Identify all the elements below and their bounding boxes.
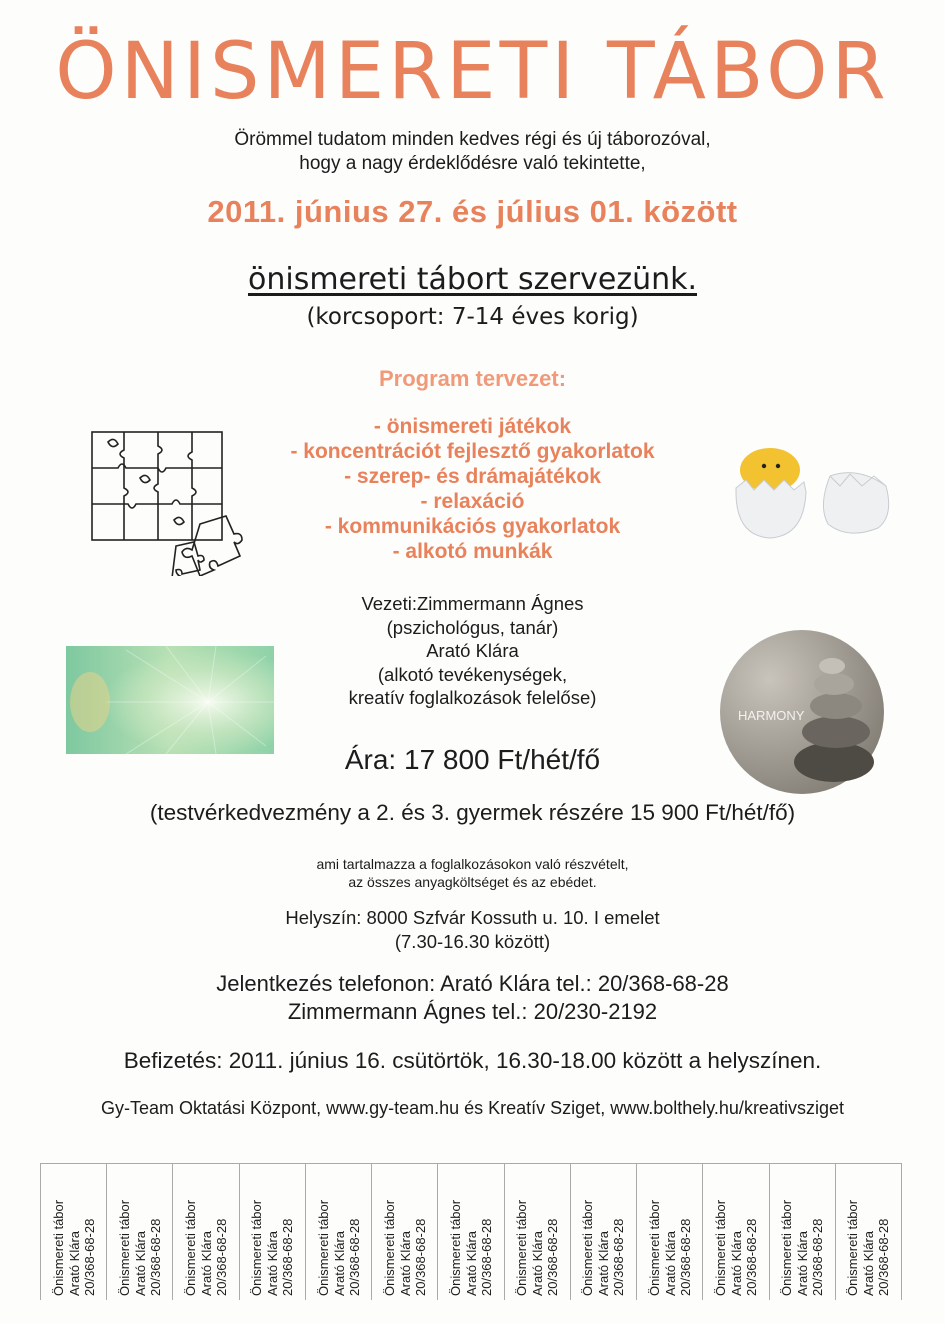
- tear-off-tab[interactable]: [702, 1164, 768, 1300]
- headline-text: önismereti tábort szervezünk.: [247, 262, 698, 297]
- tear-off-line1: Önismereti tábor: [514, 1199, 529, 1296]
- leaders-line: Vezeti:Zimmermann Ágnes: [361, 593, 584, 614]
- intro-line-2: hogy a nagy érdeklődésre való tekintette,: [299, 153, 646, 174]
- tear-off-line3: 20/368-68-28: [743, 1218, 759, 1296]
- program-item: - szerep- és drámajátékok: [344, 465, 601, 488]
- tear-off-tab[interactable]: [239, 1164, 305, 1300]
- tear-off-tab[interactable]: [769, 1164, 835, 1300]
- tear-off-text: [448, 1168, 495, 1296]
- includes-line: az összes anyagköltséget és az ebédet.: [348, 874, 597, 890]
- tear-off-tab[interactable]: [504, 1164, 570, 1300]
- tear-off-text: [249, 1168, 296, 1296]
- intro-line-1: Örömmel tudatom minden kedves régi és új táborozóval,: [234, 129, 711, 150]
- green-flower-image: [66, 646, 274, 754]
- tear-off-line1: Önismereti tábor: [447, 1199, 463, 1296]
- tear-off-tab[interactable]: [106, 1164, 172, 1300]
- program-item: - kommunikációs gyakorlatok: [324, 515, 621, 538]
- contact-line: Zimmermann Ágnes tel.: 20/230-2192: [287, 999, 658, 1024]
- tear-off-line3: 20/368-68-28: [346, 1218, 362, 1296]
- tear-off-text: [382, 1168, 429, 1296]
- program-title: Program tervezet:: [378, 366, 567, 391]
- contact-info: [0, 970, 945, 1026]
- tear-off-line2: Arató Klára: [595, 1230, 611, 1296]
- tear-off-line1: Önismereti tábor: [315, 1199, 331, 1296]
- headline: [0, 262, 945, 297]
- leaders-line: Arató Klára: [426, 640, 519, 661]
- chick-egg-illustration: [718, 436, 898, 546]
- puzzle-illustration: [88, 428, 258, 576]
- sibling-discount: (testvérkedvezmény a 2. és 3. gyermek részére 15 900 Ft/hét/fő): [149, 800, 796, 825]
- tear-off-line1: Önismereti tábor: [50, 1199, 66, 1296]
- intro-text: [0, 128, 945, 176]
- harmony-label: HARMONY: [738, 708, 805, 723]
- tear-off-line2: Arató Klára: [132, 1230, 148, 1296]
- tear-off-tab[interactable]: [570, 1164, 636, 1300]
- tear-off-line2: Arató Klára: [397, 1230, 413, 1296]
- tear-off-text: [50, 1168, 97, 1296]
- price: Ára: 17 800 Ft/hét/fő: [344, 744, 601, 775]
- tear-off-line3: 20/368-68-28: [81, 1218, 97, 1296]
- tear-off-line2: Arató Klára: [529, 1230, 545, 1296]
- tear-off-text: [117, 1168, 164, 1296]
- tear-off-line1: Önismereti tábor: [249, 1199, 265, 1296]
- tear-off-line1: Önismereti tábor: [845, 1199, 861, 1296]
- tear-off-tab[interactable]: [437, 1164, 503, 1300]
- tear-off-text: [845, 1168, 892, 1296]
- tear-off-line2: Arató Klára: [463, 1230, 479, 1296]
- location-line: Helyszín: 8000 Szfvár Kossuth u. 10. I emelet: [285, 907, 660, 928]
- tear-off-tab[interactable]: [40, 1164, 106, 1300]
- tear-off-text: [646, 1168, 693, 1296]
- tear-off-line1: Önismereti tábor: [116, 1199, 132, 1296]
- leaders-line: (alkotó tevékenységek,: [377, 663, 568, 685]
- tear-off-text: [580, 1168, 627, 1296]
- location-info: [0, 906, 945, 954]
- includes-info: [0, 855, 945, 891]
- tear-off-line3: 20/368-68-28: [876, 1218, 892, 1296]
- tear-off-line1: Önismereti tábor: [646, 1199, 662, 1296]
- tear-off-tab[interactable]: [172, 1164, 238, 1300]
- tear-off-text: [779, 1168, 826, 1296]
- leaders-line: (pszichológus, tanár): [386, 616, 559, 638]
- tear-off-tab[interactable]: [636, 1164, 702, 1300]
- organizers-info: Gy-Team Oktatási Központ, www.gy-team.hu és Kreatív Sziget, www.bolthely.hu/kreativsziget: [101, 1098, 844, 1118]
- location-line: (7.30-16.30 között): [394, 931, 551, 952]
- tear-off-line2: Arató Klára: [330, 1230, 346, 1296]
- tear-off-line1: Önismereti tábor: [381, 1199, 397, 1296]
- tear-off-line2: Arató Klára: [65, 1230, 81, 1296]
- tear-off-text: [183, 1168, 230, 1296]
- tear-off-line1: Önismereti tábor: [778, 1199, 794, 1296]
- program-item: - koncentrációt fejlesztő gyakorlatok: [290, 440, 655, 463]
- tear-off-line2: Arató Klára: [860, 1230, 876, 1296]
- tear-off-line2: Arató Klára: [264, 1230, 280, 1296]
- tear-off-text: [514, 1168, 561, 1296]
- tear-off-line3: 20/368-68-28: [147, 1218, 163, 1296]
- tear-off-strip: [40, 1163, 902, 1300]
- tear-off-text: [315, 1168, 362, 1296]
- tear-off-line3: 20/368-68-28: [809, 1218, 825, 1296]
- tear-off-text: [713, 1168, 760, 1296]
- leaders-line: kreatív foglalkozások felelőse): [348, 687, 597, 708]
- tear-off-line3: 20/368-68-28: [677, 1218, 693, 1296]
- page-title: ÖNISMERETI TÁBOR: [55, 27, 890, 117]
- tear-off-line3: 20/368-68-28: [478, 1218, 494, 1296]
- program-item: - önismereti játékok: [373, 415, 572, 438]
- tear-off-line3: 20/368-68-28: [280, 1218, 296, 1296]
- tear-off-line3: 20/368-68-28: [611, 1218, 627, 1296]
- tear-off-line3: 20/368-68-28: [213, 1218, 229, 1296]
- tear-off-line2: Arató Klára: [794, 1230, 810, 1296]
- includes-line: ami tartalmazza a foglalkozásokon való részvételt,: [316, 856, 629, 872]
- tear-off-line3: 20/368-68-28: [412, 1218, 428, 1296]
- payment-info: Befizetés: 2011. június 16. csütörtök, 16.30-18.00 között a helyszínen.: [123, 1048, 822, 1073]
- program-item: - alkotó munkák: [392, 540, 553, 563]
- tear-off-line2: Arató Klára: [661, 1230, 677, 1296]
- tear-off-line2: Arató Klára: [198, 1230, 214, 1296]
- age-group: (korcsoport: 7-14 éves korig): [306, 304, 639, 330]
- tear-off-line2: Arató Klára: [728, 1230, 744, 1296]
- program-item: - relaxáció: [420, 490, 525, 513]
- tear-off-line1: Önismereti tábor: [580, 1199, 596, 1296]
- tear-off-tab[interactable]: [305, 1164, 371, 1300]
- tear-off-line1: Önismereti tábor: [182, 1199, 198, 1296]
- tear-off-tab[interactable]: [371, 1164, 437, 1300]
- tear-off-line3: 20/368-68-28: [545, 1218, 560, 1296]
- tear-off-line1: Önismereti tábor: [712, 1199, 728, 1296]
- contact-line: Jelentkezés telefonon: Arató Klára tel.: 20/368-68-28: [216, 971, 729, 996]
- camp-dates: 2011. június 27. és július 01. között: [207, 194, 738, 229]
- tear-off-tab[interactable]: [835, 1164, 902, 1300]
